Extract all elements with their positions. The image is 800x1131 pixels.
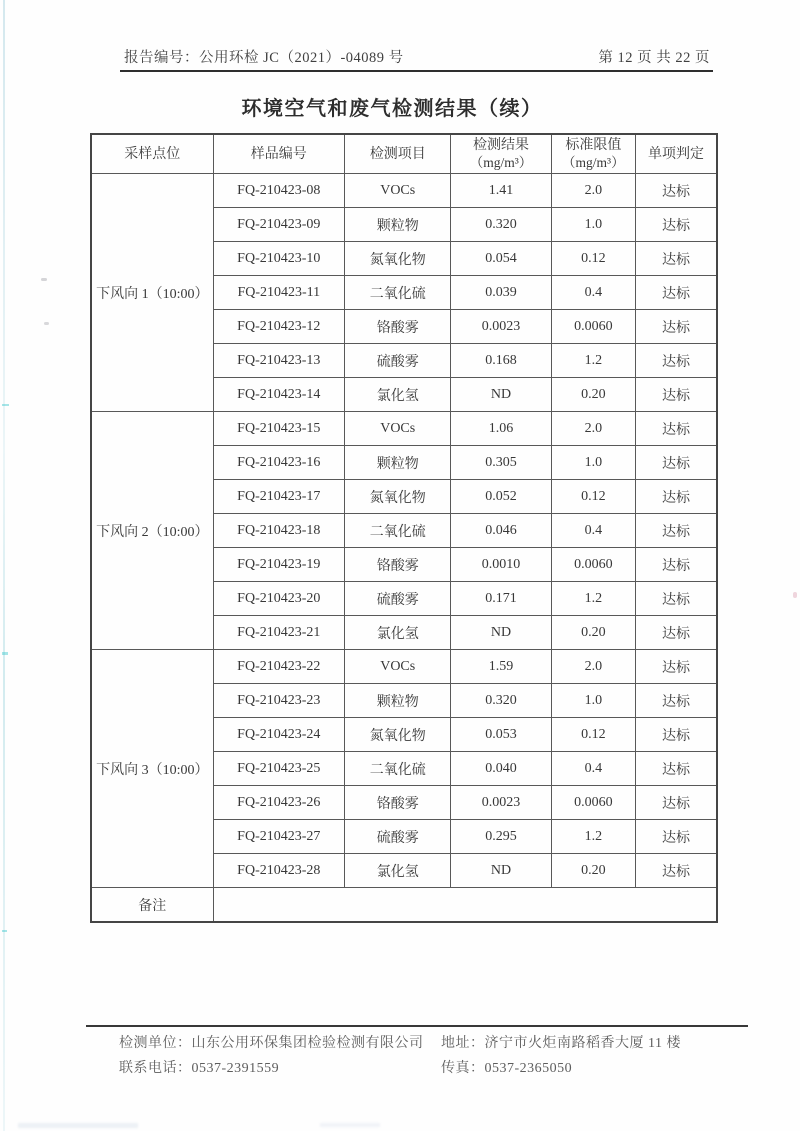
- sample-id-cell: FQ-210423-21: [213, 616, 344, 650]
- sample-id-cell: FQ-210423-11: [213, 276, 344, 310]
- sample-id-cell: FQ-210423-09: [213, 208, 344, 242]
- scan-artifact: [793, 592, 797, 598]
- sample-id-cell: FQ-210423-26: [213, 786, 344, 820]
- limit-cell: 2.0: [551, 650, 636, 684]
- judgment-cell: 达标: [636, 752, 717, 786]
- limit-cell: 1.2: [551, 820, 636, 854]
- limit-cell: 0.20: [551, 378, 636, 412]
- sample-id-cell: FQ-210423-17: [213, 480, 344, 514]
- limit-cell: 0.12: [551, 480, 636, 514]
- location-cell: 下风向 3（10:00）: [91, 650, 213, 888]
- item-cell: 铬酸雾: [345, 548, 451, 582]
- limit-cell: 1.0: [551, 684, 636, 718]
- judgment-cell: 达标: [636, 786, 717, 820]
- footer-row: [119, 1031, 719, 1056]
- location-cell: 下风向 1（10:00）: [91, 174, 213, 412]
- judgment-cell: 达标: [636, 718, 717, 752]
- judgment-cell: 达标: [636, 514, 717, 548]
- item-cell: 颗粒物: [345, 208, 451, 242]
- item-cell: 硫酸雾: [345, 582, 451, 616]
- location-cell: 下风向 2（10:00）: [91, 412, 213, 650]
- judgment-cell: 达标: [636, 208, 717, 242]
- sample-id-cell: FQ-210423-27: [213, 820, 344, 854]
- result-cell: 0.168: [451, 344, 551, 378]
- col-header-label: 标准限值: [565, 138, 622, 153]
- limit-cell: 2.0: [551, 174, 636, 208]
- table-row: [91, 412, 717, 446]
- item-cell: 氮氧化物: [345, 242, 451, 276]
- limit-cell: 1.2: [551, 582, 636, 616]
- judgment-cell: 达标: [636, 480, 717, 514]
- page-title: 环境空气和废气检测结果（续）: [241, 98, 543, 120]
- col-header-label: 检测项目: [369, 146, 426, 162]
- result-cell: ND: [451, 378, 551, 412]
- limit-cell: 0.4: [551, 276, 636, 310]
- report-number: 报告编号：公用环检 JC（2021）-04089 号: [124, 50, 404, 66]
- results-table-head: [91, 134, 717, 174]
- sample-id-cell: FQ-210423-18: [213, 514, 344, 548]
- limit-cell: 1.2: [551, 344, 636, 378]
- limit-cell: 0.12: [551, 242, 636, 276]
- limit-cell: 0.0060: [551, 310, 636, 344]
- remark-row: [91, 888, 717, 923]
- remark-value: [213, 888, 717, 923]
- limit-cell: 0.12: [551, 718, 636, 752]
- item-cell: 氮氧化物: [345, 718, 451, 752]
- col-header-result: [451, 134, 551, 174]
- col-header-label: 单项判定: [648, 146, 705, 162]
- item-cell: 颗粒物: [345, 446, 451, 480]
- item-cell: 硫酸雾: [345, 820, 451, 854]
- judgment-cell: 达标: [636, 310, 717, 344]
- judgment-cell: 达标: [636, 344, 717, 378]
- limit-cell: 1.0: [551, 208, 636, 242]
- result-cell: 0.052: [451, 480, 551, 514]
- limit-cell: 0.20: [551, 854, 636, 888]
- footer-fax: 传真：0537-2365050: [441, 1061, 573, 1076]
- judgment-cell: 达标: [636, 276, 717, 310]
- limit-cell: 0.0060: [551, 786, 636, 820]
- table-row: [91, 650, 717, 684]
- footer-divider: [86, 1025, 748, 1027]
- footer-phone: 联系电话：0537-2391559: [119, 1061, 280, 1076]
- item-cell: 铬酸雾: [345, 786, 451, 820]
- judgment-cell: 达标: [636, 412, 717, 446]
- limit-cell: 1.0: [551, 446, 636, 480]
- limit-cell: 0.20: [551, 616, 636, 650]
- sample-id-cell: FQ-210423-22: [213, 650, 344, 684]
- sample-id-cell: FQ-210423-08: [213, 174, 344, 208]
- judgment-cell: 达标: [636, 582, 717, 616]
- col-header-sample-id: [213, 134, 344, 174]
- judgment-cell: 达标: [636, 242, 717, 276]
- footer-row: [119, 1056, 719, 1081]
- sample-id-cell: FQ-210423-16: [213, 446, 344, 480]
- footer-address: 地址：济宁市火炬南路稻香大厦 11 楼: [441, 1036, 681, 1051]
- result-cell: 0.046: [451, 514, 551, 548]
- col-header-judgment: [636, 134, 717, 174]
- result-cell: 0.0023: [451, 310, 551, 344]
- sample-id-cell: FQ-210423-23: [213, 684, 344, 718]
- sample-id-cell: FQ-210423-19: [213, 548, 344, 582]
- sample-id-cell: FQ-210423-15: [213, 412, 344, 446]
- result-cell: 0.305: [451, 446, 551, 480]
- page-header: [124, 46, 710, 67]
- result-cell: 0.0010: [451, 548, 551, 582]
- result-cell: 0.0023: [451, 786, 551, 820]
- sample-id-cell: FQ-210423-14: [213, 378, 344, 412]
- table-row: [91, 174, 717, 208]
- scan-artifact: [41, 278, 47, 281]
- item-cell: 硫酸雾: [345, 344, 451, 378]
- col-header-location: [91, 134, 213, 174]
- item-cell: 铬酸雾: [345, 310, 451, 344]
- scan-artifact: [18, 1123, 138, 1128]
- page-footer: [119, 1031, 719, 1081]
- item-cell: 氯化氢: [345, 378, 451, 412]
- header-divider: [120, 70, 713, 72]
- scan-artifact: [2, 652, 8, 655]
- results-table-foot: [91, 888, 717, 923]
- judgment-cell: 达标: [636, 174, 717, 208]
- sample-id-cell: FQ-210423-10: [213, 242, 344, 276]
- col-header-label: 检测结果: [473, 138, 529, 153]
- judgment-cell: 达标: [636, 650, 717, 684]
- judgment-cell: 达标: [636, 820, 717, 854]
- result-cell: 0.320: [451, 208, 551, 242]
- scan-artifact: [44, 322, 49, 325]
- scan-edge-artifact: [3, 0, 5, 1131]
- limit-cell: 0.4: [551, 514, 636, 548]
- item-cell: 氮氧化物: [345, 480, 451, 514]
- scan-artifact: [2, 930, 7, 932]
- header-row: [91, 134, 717, 174]
- result-cell: 1.59: [451, 650, 551, 684]
- limit-cell: 0.4: [551, 752, 636, 786]
- result-cell: 0.040: [451, 752, 551, 786]
- result-cell: 1.41: [451, 174, 551, 208]
- result-cell: 0.039: [451, 276, 551, 310]
- col-header-sub: （mg/m³）: [562, 155, 625, 170]
- sample-id-cell: FQ-210423-25: [213, 752, 344, 786]
- footer-org: 检测单位：山东公用环保集团检验检测有限公司: [119, 1036, 424, 1051]
- result-cell: 0.053: [451, 718, 551, 752]
- judgment-cell: 达标: [636, 446, 717, 480]
- result-cell: ND: [451, 854, 551, 888]
- col-header-limit: [551, 134, 636, 174]
- scan-artifact: [2, 404, 9, 406]
- page-number: 第 12 页 共 22 页: [598, 50, 710, 66]
- col-header-label: 采样点位: [124, 146, 181, 162]
- item-cell: 氯化氢: [345, 854, 451, 888]
- item-cell: 颗粒物: [345, 684, 451, 718]
- col-header-item: [345, 134, 451, 174]
- sample-id-cell: FQ-210423-13: [213, 344, 344, 378]
- sample-id-cell: FQ-210423-12: [213, 310, 344, 344]
- sample-id-cell: FQ-210423-20: [213, 582, 344, 616]
- remark-label: 备注: [91, 888, 213, 923]
- item-cell: 二氧化硫: [345, 514, 451, 548]
- sample-id-cell: FQ-210423-28: [213, 854, 344, 888]
- col-header-label: 样品编号: [250, 146, 307, 162]
- result-cell: 0.320: [451, 684, 551, 718]
- item-cell: VOCs: [345, 650, 451, 684]
- judgment-cell: 达标: [636, 548, 717, 582]
- result-cell: 0.171: [451, 582, 551, 616]
- judgment-cell: 达标: [636, 684, 717, 718]
- judgment-cell: 达标: [636, 378, 717, 412]
- col-header-sub: （mg/m³）: [469, 155, 533, 170]
- judgment-cell: 达标: [636, 854, 717, 888]
- scan-artifact: [320, 1123, 380, 1127]
- limit-cell: 2.0: [551, 412, 636, 446]
- result-cell: 0.054: [451, 242, 551, 276]
- result-cell: ND: [451, 616, 551, 650]
- sample-id-cell: FQ-210423-24: [213, 718, 344, 752]
- item-cell: 二氧化硫: [345, 276, 451, 310]
- results-table: [90, 133, 718, 923]
- item-cell: VOCs: [345, 174, 451, 208]
- result-cell: 0.295: [451, 820, 551, 854]
- result-cell: 1.06: [451, 412, 551, 446]
- item-cell: 二氧化硫: [345, 752, 451, 786]
- results-table-body: [91, 174, 717, 888]
- item-cell: VOCs: [345, 412, 451, 446]
- item-cell: 氯化氢: [345, 616, 451, 650]
- judgment-cell: 达标: [636, 616, 717, 650]
- limit-cell: 0.0060: [551, 548, 636, 582]
